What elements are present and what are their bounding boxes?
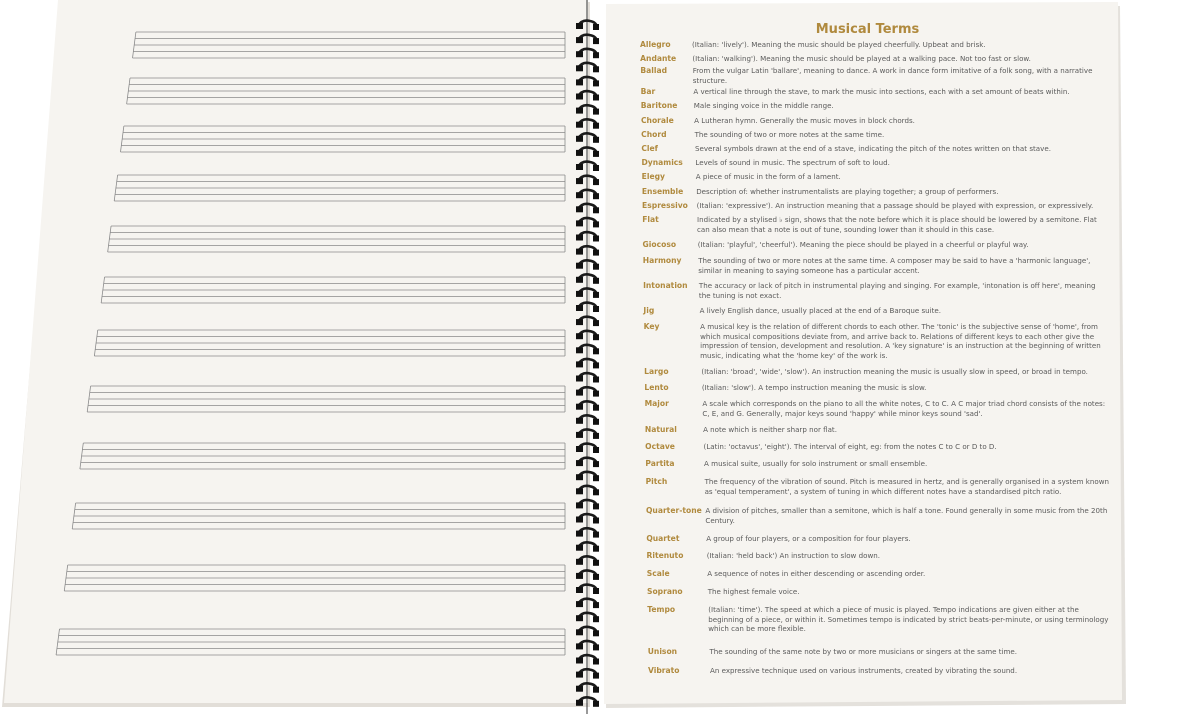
term-definition: The sounding of the same note by two or more musicians or singers at the same time. [709,647,1018,656]
term-name: Key [643,322,660,331]
term-definition: (Italian: 'expressive'). An instruction meaning that a passage should be played with expression, or expressively. [696,201,1094,210]
term-definition: (Italian: 'broad', 'wide', 'slow'). An instruction meaning the music is usually slow in speed, or broad in tempo. [701,367,1088,376]
term-name: Ballad [640,66,668,75]
term-definition: (Italian: 'playful', 'cheerful'). Meaning the piece should be played in a cheerful or playful way. [697,240,1029,249]
term-name: Intonation [643,281,688,290]
term-name: Major [644,399,669,408]
term-name: Scale [646,569,670,578]
term-name: Quartet [646,534,680,543]
term-definition: A vertical line through the stave, to mark the music into sections, each with a set amount of beats within. [693,87,1070,96]
term-definition: From the vulgar Latin 'ballare', meaning to dance. A work in dance form imitative of a folk song, with a narrative structure. [692,66,1093,85]
term-name: Vibrato [648,666,680,675]
term-definition: (Italian: 'slow'). A tempo instruction meaning the music is slow. [701,383,927,392]
term-name: Giocoso [642,240,677,249]
term-definition: A note which is neither sharp nor flat. [703,425,837,434]
term-name: Baritone [640,101,678,110]
term-definition: An expressive technique used on various instruments, created by vibrating the sound. [710,666,1018,675]
term-definition: A group of four players, or a composition for four players. [706,534,911,543]
term-definition: A lively English dance, usually placed at the end of a Baroque suite. [699,306,942,315]
term-name: Jig [643,306,655,315]
term-name: Bar [640,87,656,96]
term-definition: A sequence of notes in either descending or ascending order. [707,569,926,578]
left-page-paper [4,0,588,703]
term-name: Soprano [646,587,683,596]
term-definition: (Italian: 'held back') An instruction to slow down. [706,551,881,560]
term-definition: (Italian: 'lively'). Meaning the music should be played cheerfully. Upbeat and brisk. [692,40,986,49]
term-name: Tempo [647,605,676,614]
term-name: Largo [644,367,669,376]
term-definition: Indicated by a stylised ♭ sign, shows that the note before which it is place should be lowered by a semitone. Flat can also mean that a note is out of tune, sounding lower than it should in this case. [697,215,1097,234]
term-name: Dynamics [641,158,683,167]
term-definition: (Latin: 'octavus', 'eight'). The interval of eight, eg: from the notes C to C or D to D. [703,442,997,451]
term-name: Octave [645,442,675,451]
term-name: Clef [641,144,658,153]
page-title: Musical Terms [815,22,920,37]
term-definition: (Italian: 'walking'). Meaning the music should be played at a walking pace. Not too fast or slow. [692,54,1031,63]
term-definition: A musical key is the relation of different chords to each other. The 'tonic' is the subjective sense of 'home', from which musical compositions deviate from, and arrive back to. Relations of different keys to each other give the impression of tension, development and resolution. A 'key signature' is an instruction at the beginning of written music, indicating what the 'home key' of the work is. [700,322,1101,360]
term-definition: The sounding of two or more notes at the same time. A composer may be said to have a 'harmonic language', similar in meaning to saying someone has a particular accent. [698,256,1091,275]
term-definition: A scale which corresponds on the piano to all the white notes, C to C. A C major triad chord consists of the notes: C, E, and G. Generally, major keys sound 'happy' while minor keys sound 'sad'. [702,399,1106,418]
term-name: Harmony [642,256,682,265]
term-definition: A musical suite, usually for solo instrument or small ensemble. [704,459,928,468]
term-definition: The highest female voice. [707,587,800,596]
term-definition: A Lutheran hymn. Generally the music moves in block chords. [694,116,915,125]
term-name: Lento [644,383,669,392]
term-name: Natural [644,425,677,434]
term-definition: Several symbols drawn at the end of a stave, indicating the pitch of the notes written on that stave. [694,144,1051,153]
term-definition: Male singing voice in the middle range. [693,101,834,110]
term-name: Ensemble [641,187,684,196]
term-name: Chord [641,130,667,139]
term-definition: Levels of sound in music. The spectrum of soft to loud. [695,158,890,167]
term-name: Pitch [645,477,668,486]
term-name: Espressivo [642,201,688,210]
term-name: Chorale [640,116,674,125]
term-name: Andante [640,54,677,63]
term-definition: The frequency of the vibration of sound. Pitch is measured in hertz, and is generally organised in a system known as 'equal temperament', a system of tuning in which different notes have a standardised pitch ratio. [704,477,1110,496]
term-definition: The accuracy or lack of pitch in instrumental playing and singing. For example, 'intonation is off here', meaning the tuning is not exact. [698,281,1096,300]
term-name: Allegro [640,40,671,49]
term-definition: A division of pitches, smaller than a semitone, which is half a tone. Found generally in some music from the 20th Century. [705,506,1108,525]
term-definition: A piece of music in the form of a lament. [695,172,841,181]
term-name: Quarter-tone [645,506,702,515]
term-name: Unison [647,647,678,656]
term-definition: Description of: whether instrumentalists are playing together; a group of performers. [696,187,999,196]
term-name: Flat [642,215,659,224]
term-name: Ritenuto [646,551,684,560]
term-name: Elegy [641,172,665,181]
term-name: Partita [645,459,675,468]
term-definition: The sounding of two or more notes at the same time. [694,130,885,139]
term-definition: (Italian: 'time'). The speed at which a piece of music is played. Tempo indications are given either at the beginning of a piece, or within it. Sometimes tempo is indicated by strict beats-per-minute, or using terminology which can be more flexible. [708,605,1109,634]
